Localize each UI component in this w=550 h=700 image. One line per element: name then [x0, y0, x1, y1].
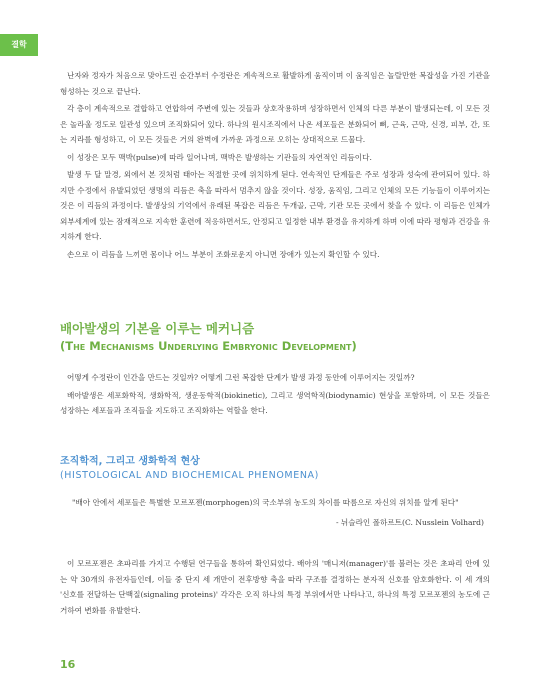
paragraph: 각 층이 계속적으로 결합하고 연합하여 주변에 있는 것들과 상호작용하며 성장하면서 인체의 다른 부분이 발생되는데, 이 모든 것은 놀라울 정도로 일관성 있으며 조직화되어 있다. 하나의 원시조직에서 나온 세포들은 분화되어 뼈, 근육, 근막, 신경, 피부, 간, 또는 지라를 형성하고, 이 모든 것들은 거의 완벽에 가까운 과정으로 오히는 상대적으로 드물다.: [60, 104, 490, 144]
page-number: 16: [60, 658, 76, 671]
subheading-korean: 조직학적, 그리고 생화학적 현상: [60, 456, 200, 467]
paragraph: 난자와 정자가 처음으로 맞아드린 순간부터 수정란은 계속적으로 활발하게 움직이며 이 움직임은 놀랄만한 복잡성을 가진 기관을 형성하는 것으로 끝난다.: [60, 71, 490, 96]
paragraph: 이 성장은 모두 맥박(pulse)에 따라 일어나며, 맥박은 발생하는 기관들의 자연적인 리듬이다.: [67, 152, 372, 162]
morphogen-section: [60, 556, 490, 620]
subheading-english: (HISTOLOGICAL AND BIOCHEMICAL PHENOMENA): [60, 470, 319, 481]
heading-english: (The Mechanisms Underlying Embryonic Development): [60, 339, 357, 353]
paragraph: 손으로 이 리듬을 느끼면 몸이나 어느 부분이 조화로운지 아니면 장애가 있는지 확인할 수 있다.: [67, 249, 380, 259]
mechanisms-section: [60, 370, 490, 421]
paragraph: 이 모르포젠은 초파리를 가지고 수행된 연구들을 통하여 확인되었다. 배아의 '매니저(manager)'를 불러는 것은 초파리 안에 있는 약 30개의 유전자들인데, 이들 중 단지 세 개만이 전후방향 축을 따라 구조를 결정하는 분자적 신호를 암호화한다. 이 세 개의 '신호를 전달하는 단백질(signaling proteins)' 각각은 오직 하나의 특정 부위에서만 나타나고, 하나의 특정 모르포젠의 농도에 근거하여 변화를 유발한다.: [60, 559, 490, 615]
chapter-tab-label: 결학: [11, 40, 27, 49]
section-heading-mechanisms: [60, 320, 490, 354]
intro-section: [60, 68, 490, 264]
subsection-heading-histological: [60, 455, 490, 482]
block-quote: [72, 496, 484, 530]
quote-text: "배아 안에서 세포들은 특별한 모르포젠(morphogen)의 국소부위 농도의 차이를 따름으로 자신의 위치를 알게 된다": [72, 498, 459, 507]
paragraph: 배아발생은 세포화학적, 생화학적, 생운동학적(biokinetic), 그리고 생역학적(biodynamic) 현상을 포함하며, 이 모든 것들은 성장하는 세포들과 조직들을 지도하고 조직화하는 역할을 한다.: [60, 390, 490, 415]
heading-korean: 배아발생의 기본을 이루는 메커니즘: [60, 321, 255, 336]
chapter-tab: [0, 34, 38, 56]
paragraph: 어떻게 수정란이 인간을 만드는 것일까? 어떻게 그런 복잡한 단계가 발생 과정 동안에 이루어지는 것일까?: [67, 373, 415, 382]
quote-attribution: - 뉘슬라인 폴하르트(C. Nusslein Volhard): [335, 518, 484, 527]
paragraph: 발생 두 달 말경, 외에서 본 것처럼 태아는 적절한 곳에 위치하게 된다. 연속적인 단계들은 주로 성장과 성숙에 관여되어 있다. 하지만 수정에서 유발되었던 생명의 리듬은 축을 따라서 멈추지 않을 것이다. 성장, 움직임, 그리고 인체의 모든 기능들이 이루어지는 것은 이 리듬의 과정이다. 발생상의 기억에서 유래된 복잡은 리듬은 두개골, 근막, 기관 모든 곳에서 찾을 수 있다. 이 리듬은 인체가 외부세계에 있는 잠재적으로 지속한 훈련에 적응하면서도, 안정되고 일정한 내부 환경을 유지하게 하며 이에 따라 평형과 건강을 유지하게 한다.: [60, 170, 490, 241]
